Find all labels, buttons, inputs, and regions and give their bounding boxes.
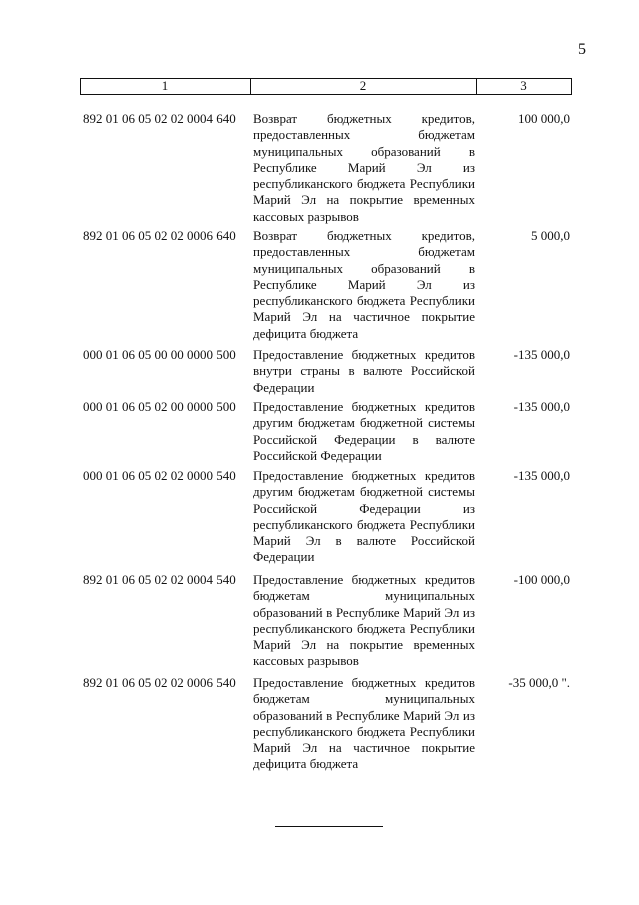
row-description: Предоставление бюджетных кредитов другим бюджетам бюджетной системы Российской Федерации в валюте Российской Федерации	[253, 399, 475, 463]
row-description: Предоставление бюджетных кредитов бюджетам муниципальных образований в Республике Марий Эл из республиканского бюджета Республики Марий Эл на покрытие временных кассовых разрывов	[253, 572, 475, 669]
row-description: Предоставление бюджетных кредитов бюджетам муниципальных образований в Республике Марий Эл из республиканского бюджета Республики Марий Эл на частичное покрытие дефицита бюджета	[253, 675, 475, 772]
row-description: Предоставление бюджетных кредитов внутри страны в валюте Российской Федерации	[253, 347, 475, 395]
row-amount: -135 000,0	[513, 399, 570, 414]
closing-line	[275, 826, 383, 827]
row-code: 892 01 06 05 02 02 0004 640	[83, 111, 236, 126]
row-description: Возврат бюджетных кредитов, предоставленных бюджетам муниципальных образований в Республике Марий Эл из республиканского бюджета Республики Марий Эл на частичное покрытие дефицита бюджета	[253, 228, 475, 341]
header-col-1: 1	[161, 78, 169, 93]
row-code: 000 01 06 05 00 00 0000 500	[83, 347, 236, 362]
header-divider	[571, 78, 572, 95]
row-description: Возврат бюджетных кредитов, предоставленных бюджетам муниципальных образований в Республике Марий Эл из республиканского бюджета Республики Марий Эл на покрытие временных кассовых разрывов	[253, 111, 475, 224]
header-bottom-line	[80, 94, 572, 95]
header-col-3: 3	[520, 78, 527, 93]
row-amount: 100 000,0	[518, 111, 570, 126]
row-code: 892 01 06 05 02 02 0004 540	[83, 572, 236, 587]
table-header	[80, 78, 572, 94]
row-amount: 5 000,0	[531, 228, 570, 243]
page-number: 5	[578, 41, 586, 58]
header-col-2: 2	[359, 78, 367, 93]
row-amount: -100 000,0	[513, 572, 570, 587]
row-code: 892 01 06 05 02 02 0006 540	[83, 675, 236, 690]
row-code: 892 01 06 05 02 02 0006 640	[83, 228, 236, 243]
row-amount: -135 000,0	[513, 347, 570, 362]
row-amount: -135 000,0	[513, 468, 570, 483]
row-description: Предоставление бюджетных кредитов другим бюджетам бюджетной системы Российской Федерации из республиканского бюджета Республики Марий Эл в валюте Российской Федерации	[253, 468, 475, 565]
row-amount: -35 000,0 ".	[508, 675, 570, 690]
row-code: 000 01 06 05 02 00 0000 500	[83, 399, 236, 414]
row-code: 000 01 06 05 02 02 0000 540	[83, 468, 236, 483]
